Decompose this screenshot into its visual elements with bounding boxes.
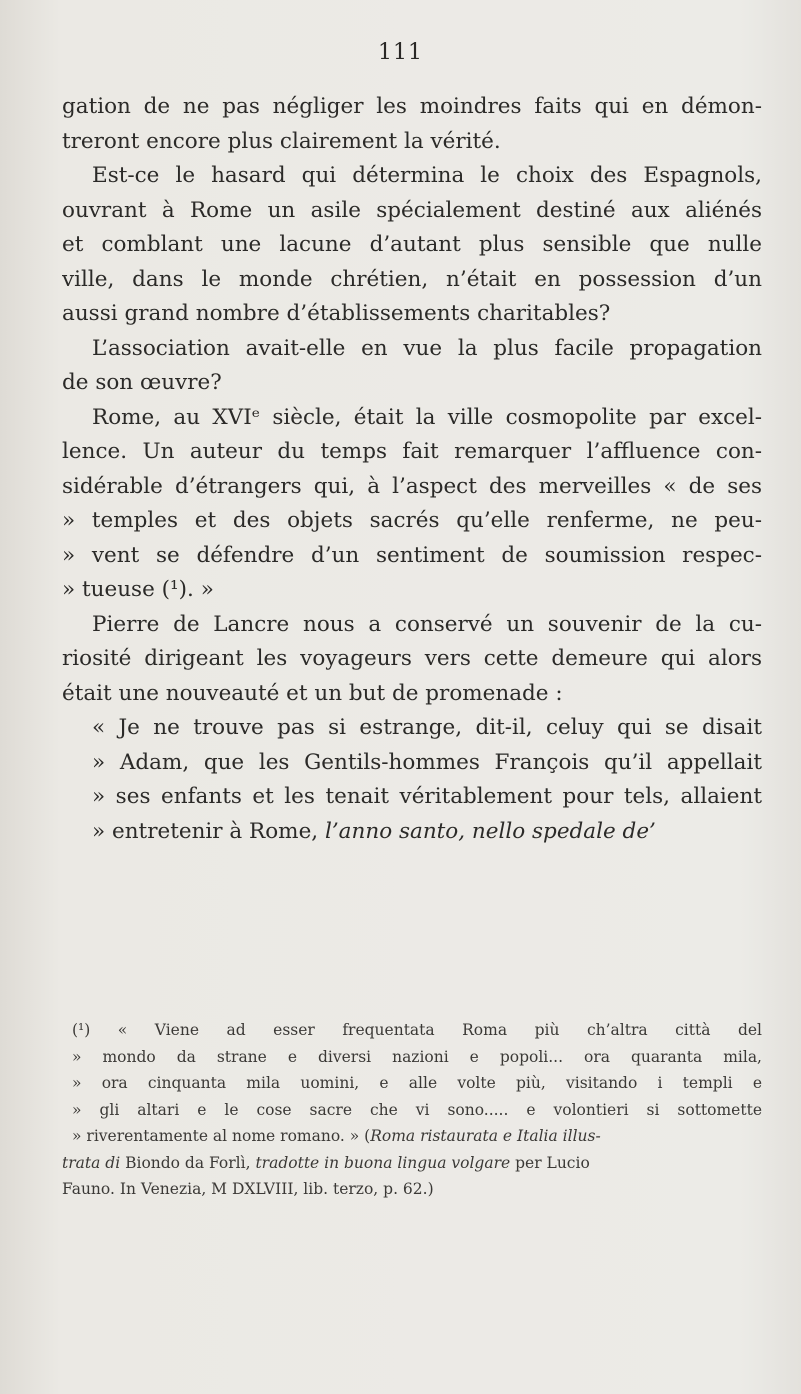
text-line: gation de ne pas négliger les moindres faits qui en démon-	[62, 94, 762, 119]
text-line: L’association avait-elle en vue la plus facile propagation	[92, 335, 762, 361]
text-line: Est-ce le hasard qui détermina le choix des Espagnols,	[92, 163, 762, 188]
last-line-italic: l’anno santo, nello spedale de’	[324, 818, 656, 844]
text-line: ville, dans le monde chrétien, n’était en possession d’un	[62, 266, 762, 292]
footnote-book-title-cont: trata di	[62, 1153, 121, 1172]
footnote-line: Fauno. In Venezia, M DXLVIII, lib. terzo, p. 62.)	[62, 1180, 434, 1198]
text-line: ouvrant à Rome un asile spécialement destiné aux aliénés	[62, 197, 762, 223]
text-line: Rome, au XVIᵉ siècle, était la ville cosmopolite par excel-	[92, 404, 762, 430]
text-line: treront encore plus clairement la vérité.	[62, 128, 501, 154]
footnote-translation: tradotte in buona lingua volgare	[255, 1153, 511, 1172]
text-line: sidérable d’étrangers qui, à l’aspect des merveilles « de ses	[62, 473, 762, 499]
text-line: » temples et des objets sacrés qu’elle renferme, ne peu-	[62, 508, 762, 533]
footnote-line	[62, 1150, 762, 1177]
footnote-line: » gli altari e le cose sacre che vi sono..... e volontieri si sottomette	[72, 1100, 762, 1119]
footnote-line: » ora cinquanta mila uomini, e alle volte più, visitando i templi e	[72, 1074, 762, 1092]
text-line: » Adam, que les Gentils-hommes François qu’il appellait	[92, 749, 762, 775]
footnote-translator: per Lucio	[510, 1153, 590, 1172]
footnote	[62, 1017, 762, 1203]
text-line: riosité dirigeant les voyageurs vers cette demeure qui alors	[62, 646, 762, 671]
text-line: Pierre de Lancre nous a conservé un souvenir de la cu-	[92, 611, 762, 637]
text-line: était une nouveauté et un but de promenade :	[62, 680, 563, 706]
body-text	[62, 90, 762, 849]
last-line-start: » entretenir à Rome,	[92, 818, 325, 844]
text-line: de son œuvre?	[62, 370, 222, 395]
text-line: aussi grand nombre d’établissements charitables?	[62, 301, 611, 326]
footnote-author: Biondo da Forlì,	[125, 1153, 256, 1172]
footnote-line	[62, 1123, 762, 1150]
text-line: « Je ne trouve pas si estrange, dit-il, celuy qui se disait	[92, 715, 762, 740]
text-line-last	[62, 815, 762, 850]
footnote-text: » riverentamente al nome romano. » (	[72, 1127, 371, 1145]
text-line: et comblant une lacune d’autant plus sensible que nulle	[62, 232, 762, 257]
text-line: lence. Un auteur du temps fait remarquer l’affluence con-	[62, 439, 762, 464]
footnote-line: (¹) « Viene ad esser frequentata Roma più ch’altra città del	[72, 1021, 762, 1039]
footnote-book-title: Roma ristaurata e Italia illus-	[370, 1127, 601, 1145]
text-line: » tueuse (¹). »	[62, 577, 214, 602]
text-line: » ses enfants et les tenait véritablement pour tels, allaient	[92, 784, 762, 809]
page-number: 111	[378, 40, 423, 65]
footnote-line: » mondo da strane e diversi nazioni e popoli... ora quaranta mila,	[72, 1047, 762, 1066]
text-line: » vent se défendre d’un sentiment de soumission respec-	[62, 542, 762, 568]
